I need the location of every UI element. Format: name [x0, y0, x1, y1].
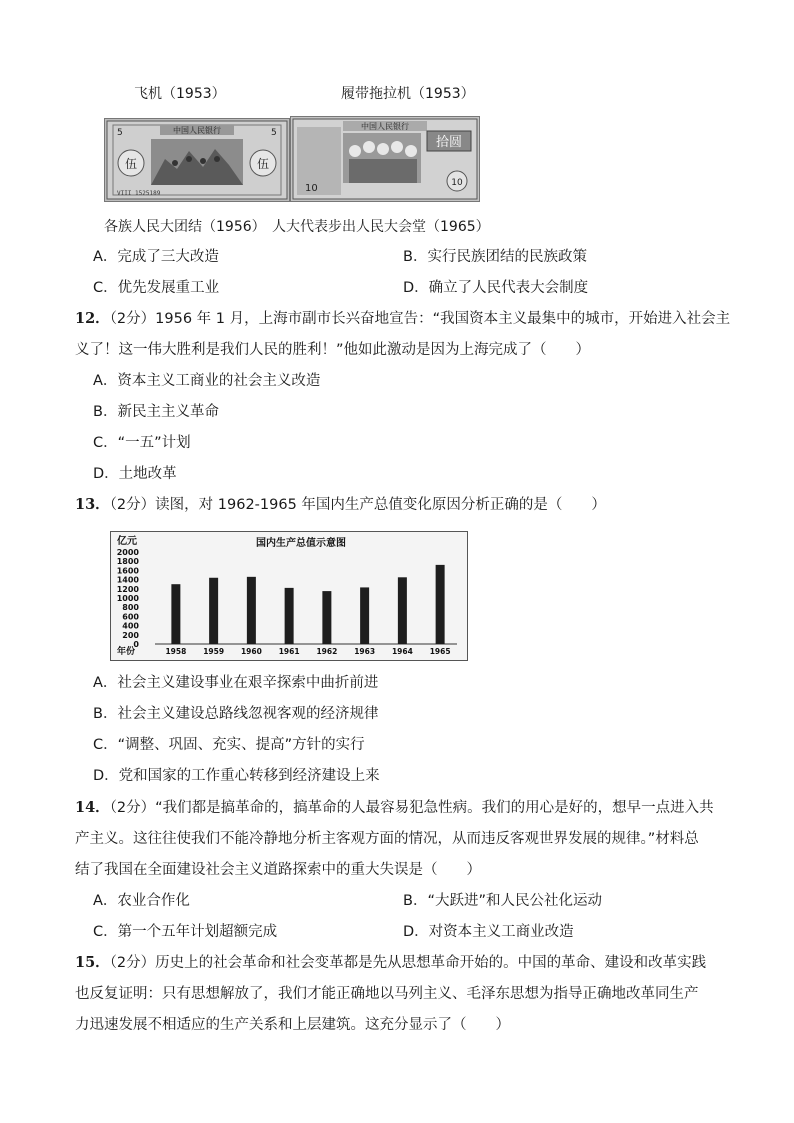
q12-option-b: B．新民主主义革命 [93, 404, 219, 420]
chart-xtick-label: 1958 [165, 647, 187, 656]
q15-stem-line2: 也反复证明：只有思想解放了，我们才能正确地以马列主义、毛泽东思想为指导正确地改革同生产 [75, 986, 699, 1002]
q15-stem-line1: 15．（2分）历史上的社会革命和社会变革都是先从思想革命开始的。中国的革命、建设和改革实践 [75, 954, 707, 971]
caption-airplane: 飞机（1953） [134, 86, 226, 102]
banknote-5-yuan-art [105, 119, 289, 201]
q15-number: 15． [75, 954, 110, 971]
chart-ytick-label: 1200 [116, 584, 139, 594]
chart-xtick-label: 1962 [316, 647, 338, 656]
caption-tractor: 履带拖拉机（1953） [341, 86, 475, 102]
svg-text:10: 10 [451, 178, 463, 188]
chart-ytick-label: 1000 [116, 594, 139, 603]
q14-option-d: D．对资本主义工商业改造 [403, 924, 574, 940]
svg-text:5: 5 [271, 128, 277, 138]
chart-xtick-label: 1960 [240, 647, 262, 656]
caption-unity: 各族人民大团结（1956） [104, 219, 266, 235]
q13-option-a: A．社会主义建设事业在艰辛探索中曲折前进 [93, 675, 379, 691]
chart-xlabel: 年份 [117, 647, 136, 657]
q13-number: 13． [75, 496, 110, 513]
chart-xtick-label: 1965 [429, 647, 451, 656]
q12-option-a: A．资本主义工商业的社会主义改造 [93, 373, 321, 389]
q13-stem-line1: 13．（2分）读图，对 1962-1965 年国内生产总值变化原因分析正确的是（ ） [75, 496, 606, 513]
banknote-10-yuan-icon [290, 116, 480, 202]
q11-option-d: D．确立了人民代表大会制度 [403, 280, 589, 296]
svg-text:伍: 伍 [256, 157, 270, 171]
chart-bar-1962 [322, 591, 331, 644]
banknote-left-serial: VIII 1525189 [117, 190, 161, 197]
chart-bar-1958 [171, 584, 180, 644]
q14-stem-line1: 14．（2分）“我们都是搞革命的，搞革命的人最容易犯急性病。我们的用心是好的，想早一点进入共 [75, 799, 714, 816]
chart-xtick-label: 1961 [278, 647, 300, 656]
q14-number: 14． [75, 799, 110, 816]
chart-ytick-label: 200 [122, 630, 139, 640]
chart-xtick-label: 1963 [354, 647, 376, 656]
chart-xtick-label: 1964 [391, 647, 413, 656]
chart-ytick-label: 1800 [116, 557, 139, 567]
chart-ytick-label: 1400 [116, 575, 139, 585]
gdp-bar-chart [110, 531, 468, 661]
chart-xtick-label: 1959 [203, 647, 225, 656]
chart-ytick-label: 800 [122, 603, 139, 613]
q14-option-a: A．农业合作化 [93, 893, 190, 909]
q14-stem-line3: 结了我国在全面建设社会主义道路探索中的重大失误是（ ） [75, 862, 481, 878]
chart-title: 国内生产总值示意图 [256, 538, 346, 549]
svg-text:5: 5 [117, 128, 123, 138]
q12-stem-line2: 义了！这一伟大胜利是我们人民的胜利！”他如此激动是因为上海完成了（ ） [75, 342, 591, 358]
chart-ytick-label: 400 [122, 621, 139, 631]
q14-option-c: C．第一个五年计划超额完成 [93, 924, 278, 940]
caption-deputies: 人大代表步出人民大会堂（1965） [272, 219, 490, 235]
chart-bar-1959 [209, 578, 218, 644]
q13-option-b: B．社会主义建设总路线忽视客观的经济规律 [93, 706, 379, 722]
q12-option-d: D．土地改革 [93, 466, 177, 482]
svg-text:10: 10 [305, 183, 318, 194]
chart-ylabel: 亿元 [117, 536, 137, 547]
q13-option-c: C．“调整、巩固、充实、提高”方针的实行 [93, 737, 365, 753]
svg-text:伍: 伍 [124, 157, 138, 171]
q12-number: 12． [75, 310, 110, 327]
chart-bar-1961 [285, 588, 294, 644]
chart-ytick-label: 0 [133, 640, 139, 649]
chart-ytick-label: 600 [122, 612, 139, 622]
chart-bar-1963 [360, 587, 369, 644]
q12-option-c: C．“一五”计划 [93, 435, 191, 451]
q11-option-a: A．完成了三大改造 [93, 249, 219, 265]
q15-stem-line3: 力迅速发展不相适应的生产关系和上层建筑。这充分显示了（ ） [75, 1017, 510, 1033]
chart-ytick-label: 1600 [116, 566, 139, 576]
banknote-left-header: 中国人民银行 [173, 126, 221, 135]
banknote-5-yuan-icon [104, 118, 290, 202]
q13-option-d: D．党和国家的工作重心转移到经济建设上来 [93, 768, 380, 784]
banknote-10-yuan-art [291, 117, 479, 201]
svg-text:拾圆: 拾圆 [435, 135, 463, 150]
q14-option-b: B．“大跃进”和人民公社化运动 [403, 893, 602, 909]
chart-bar-1964 [398, 577, 407, 644]
chart-bar-1965 [436, 565, 445, 644]
q11-option-b: B．实行民族团结的民族政策 [403, 249, 587, 265]
q12-stem-line1: 12．（2分）1956 年 1 月，上海市副市长兴奋地宣告：“我国资本主义最集中的城市，开始进入社会主 [75, 310, 731, 327]
chart-ytick-label: 2000 [116, 548, 139, 557]
chart-bar-1960 [247, 577, 256, 644]
gdp-chart-svg [111, 532, 467, 660]
q11-option-c: C．优先发展重工业 [93, 280, 220, 296]
banknote-right-header: 中国人民银行 [361, 122, 409, 131]
q14-stem-line2: 产主义。这往往使我们不能冷静地分析主客观方面的情况，从而违反客观世界发展的规律。”材料总 [75, 831, 699, 847]
